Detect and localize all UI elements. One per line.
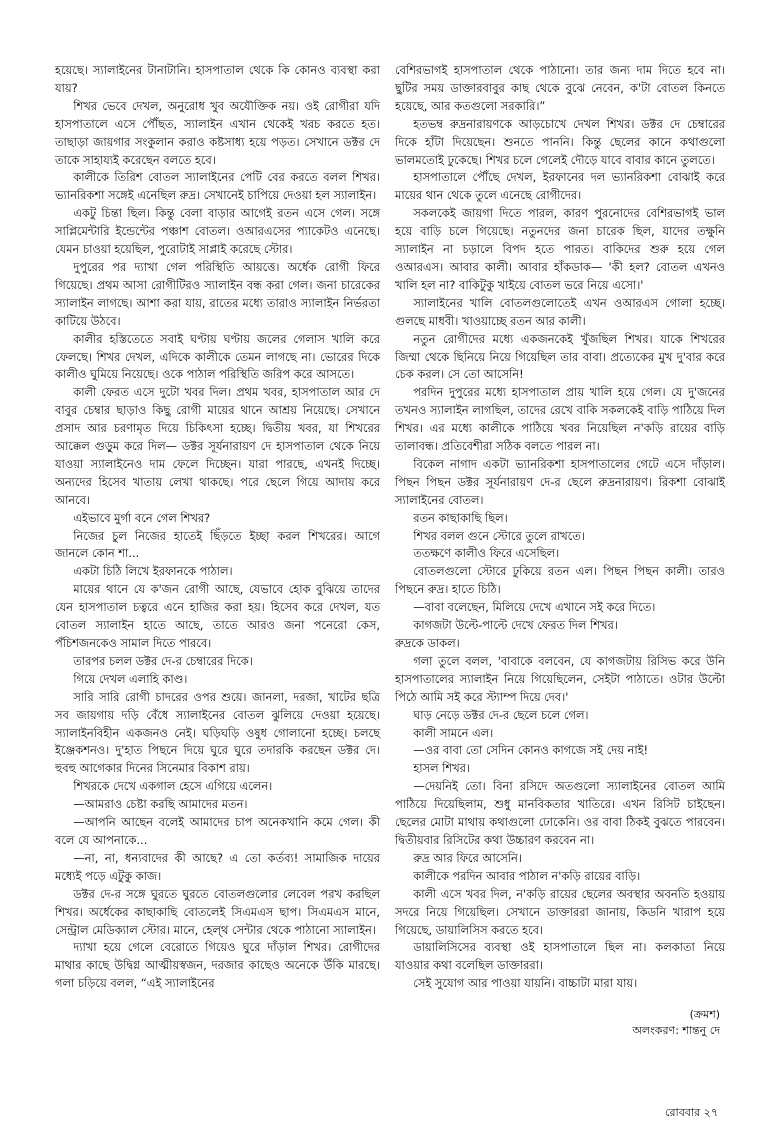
paragraph: ডায়ালিসিসের ব্যবস্থা ওই হাসপাতালে ছিল না। কলকাতা নিয়ে যাওয়ার কথা বলেছিল ডাক্তাররা। <box>395 940 725 973</box>
credit-block <box>632 1007 720 1039</box>
paragraph: তারপর চলল ডক্টর দে-র চেম্বারের দিকে। <box>73 653 253 668</box>
paragraph: কালীকে তিরিশ বোতল স্যালাইনের পেটি বের করতে বলল শিখর। ভ্যানরিকশা সঙ্গেই এনেছিল রুদ্র। সেখানেই চাপিয়ে দেওয়া হল স্যালাইন। <box>55 170 380 203</box>
paragraph: ঘাড় নেড়ে ডক্টর দে-র ছেলে চলে গেল। <box>413 707 589 722</box>
paragraph: শিখর ভেবে দেখল, অনুরোধ খুব অযৌক্তিক নয়। ওই রোগীরা যদি হাসপাতালে এসে পৌঁছত, স্যালাইন এখান থেকেই খরচ করতে হত। তাছাড়া জায়গার সংকুলান করাও কষ্টসাধ্য হয়ে পড়ত। সেখানে ডক্টর দে তাকে সাহায্যই করেছেন বলতে হবে। <box>55 98 380 167</box>
paragraph: সারি সারি রোগী চাদরের ওপর শুয়ে। জানলা, দরজা, খাটের ছত্রি সব জায়গায় দড়ি বেঁধে স্যালাইনের বোতল ঝুলিয়ে দেওয়া হয়েছে। স্যালাইনবিহীন একজনও নেই। ঘড়িঘড়ি ওষুধ গোলানো হচ্ছে। চলছে ইঞ্জেকশনও। দু'হাত পিছনে দিয়ে ঘুরে ঘুরে তদারকি করছেন ডক্টর দে। হুবহু আগেকার দিনের সিনেমার বিকাশ রায়। <box>55 689 380 776</box>
paragraph: এইভাবে মুর্গা বনে গেল শিখর? <box>73 510 211 525</box>
paragraph: বোতলগুলো স্টোরে ঢুকিয়ে রতন এল। পিছন পিছন কালী। তারও পিছনে রুদ্র। হাতে চিঠি। <box>395 564 725 597</box>
continued-label: (ক্রমশ) <box>689 1008 720 1021</box>
paragraph: কালীর হস্তিতেতে সবাই ঘণ্টায় ঘণ্টায় জলের গেলাস খালি করে ফেলছে। শিখর দেখল, এদিকে কালীকে তেমন লাগছে না। ভোরের দিকে কালীও ঘুমিয়ে নিয়েছে। ওকে পাঠাল পরিস্থিতি জরিপ করে আসতে। <box>55 331 380 382</box>
paragraph: দ্যাখা হয়ে গেলে বেরোতে গিয়েও ঘুরে দাঁড়াল শিখর। রোগীদের মাথার কাছে উদ্বিগ্ন আত্মীয়স্বজন, দরজার কাছেও অনেকে উঁকি মারছে। গলা চড়িয়ে বলল, “এই স্যালাইনের <box>55 940 380 991</box>
paragraph: হাসল শিখর। <box>413 761 470 776</box>
paragraph: —ওর বাবা তো সেদিন কোনও কাগজে সই দেয় নাই! <box>413 743 649 758</box>
paragraph: হাসপাতালে পৌঁছে দেখল, ইরফানের দল ভ্যানরিকশা বোঝাই করে মায়ের থান থেকে তুলে এনেছে রোগীদের। <box>395 170 725 203</box>
paragraph: দুপুরের পর দ্যাখা গেল পরিস্থিতি আয়ত্তে। অর্ধেক রোগী ফিরে গিয়েছে। প্রথম আসা রোগীটিরও স্যালাইন বন্ধ করা গেল। জনা চারেকের স্যালাইন লাগছে। আশা করা যায়, রাতের মধ্যে তারাও স্যালাইন নির্ভরতা কাটিয়ে উঠবে। <box>55 259 380 328</box>
illustration-credit: অলংকরণ: শান্তনু দে <box>632 1024 720 1037</box>
paragraph: বিকেল নাগাদ একটা ভ্যানরিকশা হাসপাতালের গেটে এসে দাঁড়াল। পিছন পিছন ডক্টর সূর্যনারায়ণ দে-র ছেলে রুদ্রনারায়ণ। রিকশা বোঝাই স্যালাইনের বোতল। <box>395 456 725 507</box>
paragraph: বেশিরভাগই হাসপাতাল থেকে পাঠানো। তার জন্য দাম দিতে হবে না। ছুটির সময় ডাক্তারবাবুর কাছ থেকে বুঝে নেবেন, ক'টা বোতল কিনতে হয়েছে, আর কতগুলো সরকারি।” <box>395 63 725 113</box>
paragraph: গিয়ে দেখল এলাহি কাণ্ড। <box>73 671 188 686</box>
paragraph: পরদিন দুপুরের মধ্যে হাসপাতাল প্রায় খালি হয়ে গেল। যে দু'জনের তখনও স্যালাইন লাগছিল, তাদের রেখে বাকি সকলকেই বাড়ি পাঠিয়ে দিল শিখর। এর মধ্যে কালীকে পাঠিয়ে খবর নিয়েছিল ন'কড়ি রায়ের বাড়ি তালাবন্ধ। প্রতিবেশীরা সঠিক বলতে পারল না। <box>395 385 725 454</box>
paragraph: সকলকেই জায়গা দিতে পারল, কারণ পুরনোদের বেশিরভাগই ভাল হয়ে বাড়ি চলে গিয়েছে। নতুনদের জনা চারেক ছিল, যাদের তক্ষুনি স্যালাইন না চড়ালে বিপদ হতে পারত। বাকিদের শুরু হয়ে গেল ওআরএস। আবার কালী। আবার হাঁকডাক— 'কী হল? বোতল এখনও খালি হল না? বাকিটুকু খাইয়ে বোতল ভরে নিয়ে এসো।' <box>395 206 725 292</box>
paragraph: কালী এসে খবর দিল, ন'কড়ি রায়ের ছেলের অবস্থার অবনতি হওয়ায় সদরে নিয়ে গিয়েছিল। সেখানে ডাক্তাররা জানায়, কিডনি খারাপ হয়ে গিয়েছে, ডায়ালিসিস করতে হবে। <box>395 886 725 937</box>
paragraph: ততক্ষণে কালীও ফিরে এসেছিল। <box>413 546 560 561</box>
paragraph: গলা তুলে বলল, 'বাবাকে বলবেন, যে কাগজটায় রিসিভ করে উনি হাসপাতালের স্যালাইন নিয়ে গিয়েছিলেন, সেইটা পাঠাতে। ওটার উল্টো পিঠে আমি সই করে স্ট্যাম্প দিয়ে দেব।' <box>395 653 725 704</box>
paragraph: নতুন রোগীদের মধ্যে একজনকেই খুঁজছিল শিখর। যাকে শিখরের জিম্মা থেকে ছিনিয়ে নিয়ে গিয়েছিল তার বাবা। প্রত্যেকের মুখ দু'বার করে চেক করল। সে তো আসেনি! <box>395 331 725 382</box>
paragraph: একটা চিঠি লিখে ইরফানকে পাঠাল। <box>73 564 233 579</box>
paragraph: স্যালাইনের খালি বোতলগুলোতেই এখন ওআরএস গোলা হচ্ছে। গুলছে মাধবী। খাওয়াচ্ছে রতন আর কালী। <box>395 295 725 328</box>
paragraph: —আমরাও চেষ্টা করছি আমাদের মতন। <box>73 797 248 812</box>
paragraph: শিখরকে দেখে একগাল হেসে এগিয়ে এলেন। <box>73 779 273 794</box>
paragraph: একটু চিন্তা ছিল। কিন্তু বেলা বাড়ার আগেই রতন এসে গেল। সঙ্গে সাপ্লিমেন্টারি ইন্ডেন্টের পঞ্চাশ বোতল। ওআরএসের প্যাকেটও এনেছে। যেমন চাওয়া হয়েছিল, পুরোটাই সাপ্লাই করেছে স্টোর। <box>55 206 380 257</box>
paragraph: —না, না, ধন্যবাদের কী আছে? এ তো কর্তব্য! সামাজিক দায়ের মধ্যেই পড়ে এটুকু কাজ। <box>55 850 380 883</box>
paragraph: হয়েছে। স্যালাইনের টানাটানি। হাসপাতাল থেকে কি কোনও ব্যবস্থা করা যায়? <box>55 63 380 95</box>
paragraph: মায়ের থানে যে ক'জন রোগী আছে, যেভাবে হোক বুঝিয়ে তাদের যেন হাসপাতাল চত্বরে এনে হাজির করা হয়। হিসেব করে দেখল, যত বোতল স্যালাইন হাতে আছে, তাতে আরও জনা পনেরো কেস, পঁচিশজনকেও সামাল দিতে পারবে। <box>55 582 380 650</box>
paragraph: শিখর বলল গুনে স্টোরে তুলে রাখতে। <box>413 528 585 543</box>
page-footer: রোববার ২৭ <box>665 1106 718 1119</box>
paragraph: কাগজটা উল্টে-পাল্টে দেখে ফেরত দিল শিখর। <box>413 618 618 633</box>
paragraph: —দেয়নিই তো। বিনা রসিদে অতগুলো স্যালাইনের বোতল আমি পাঠিয়ে দিয়েছিলাম, শুধু মানবিকতার খাতিরে। এখন রিসিট চাইছেন। ছেলের মোটা মাথায় কথাগুলো ঢোকেনি। ওর বাবা ঠিকই বুঝতে পারবেন। দ্বিতীয়বার রিসিটের কথা উচ্চারণ করবেন না। <box>395 779 725 847</box>
left-text-column <box>55 62 380 993</box>
paragraph: রুদ্রকে ডাকল। <box>395 636 460 650</box>
right-text-column <box>395 62 725 993</box>
paragraph: —বাবা বলেছেন, মিলিয়ে দেখে এখানে সই করে দিতে। <box>413 600 656 615</box>
paragraph: কালী ফেরত এসে দুটো খবর দিল। প্রথম খবর, হাসপাতাল আর দে বাবুর চেম্বার ছাড়াও কিছু রোগী মায়ের থানে আশ্রয় নিয়েছে। সেখানে প্রসাদ আর চরণামৃত দিয়ে চিকিৎসা হচ্ছে। দ্বিতীয় খবর, যা শিখরের আক্কেল গুড়ুম করে দিল— ডক্টর সূর্যনারায়ণ দে হাসপাতাল থেকে নিয়ে যাওয়া স্যালাইনেও দাম ফেলে দিচ্ছেন। যারা পারছে, এখনই দিচ্ছে। অন্যদের হিসেব খাতায় লেখা থাকছে। পরে ছেলে গিয়ে আদায় করে আনবে। <box>55 385 380 507</box>
paragraph: ডক্টর দে-র সঙ্গে ঘুরতে ঘুরতে বোতলগুলোর লেবেল পরখ করছিল শিখর। অর্ধেকের কাছাকাছি বোতলেই সিএমএস ছাপ। সিএমএস মানে, সেন্ট্রাল মেডিক্যাল স্টোর। মানে, হেল্থ সেন্টার থেকে পাঠানো স্যালাইন। <box>55 886 380 937</box>
paragraph: কালীকে পরদিন আবার পাঠাল ন'কড়ি রায়ের বাড়ি। <box>413 868 641 883</box>
paragraph: সেই সুযোগ আর পাওয়া যায়নি। বাচ্চাটা মারা যায়। <box>413 976 638 991</box>
paragraph: হতভম্ব রুদ্রনারায়ণকে আড়চোখে দেখল শিখর। ডক্টর দে চেম্বারের দিকে হাঁটা দিয়েছেন। শুনতে পাননি। কিন্তু ছেলের কানে কথাগুলো ভালমতোই ঢুকেছে। শিখর চলে গেলেই দৌড়ে যাবে বাবার কানে তুলতে। <box>395 116 725 167</box>
paragraph: রতন কাছাকাছি ছিল। <box>413 510 508 525</box>
paragraph: নিজের চুল নিজের হাতেই ছিঁড়তে ইচ্ছা করল শিখরের। আগে জানলে কোন শা... <box>55 528 380 561</box>
paragraph: —আপনি আছেন বলেই আমাদের চাপ অনেকখানি কমে গেল। কী বলে যে আপনাকে... <box>55 815 380 847</box>
paragraph: রুদ্র আর ফিরে আসেনি। <box>413 850 522 865</box>
paragraph: কালী সামনে এল। <box>413 725 494 740</box>
